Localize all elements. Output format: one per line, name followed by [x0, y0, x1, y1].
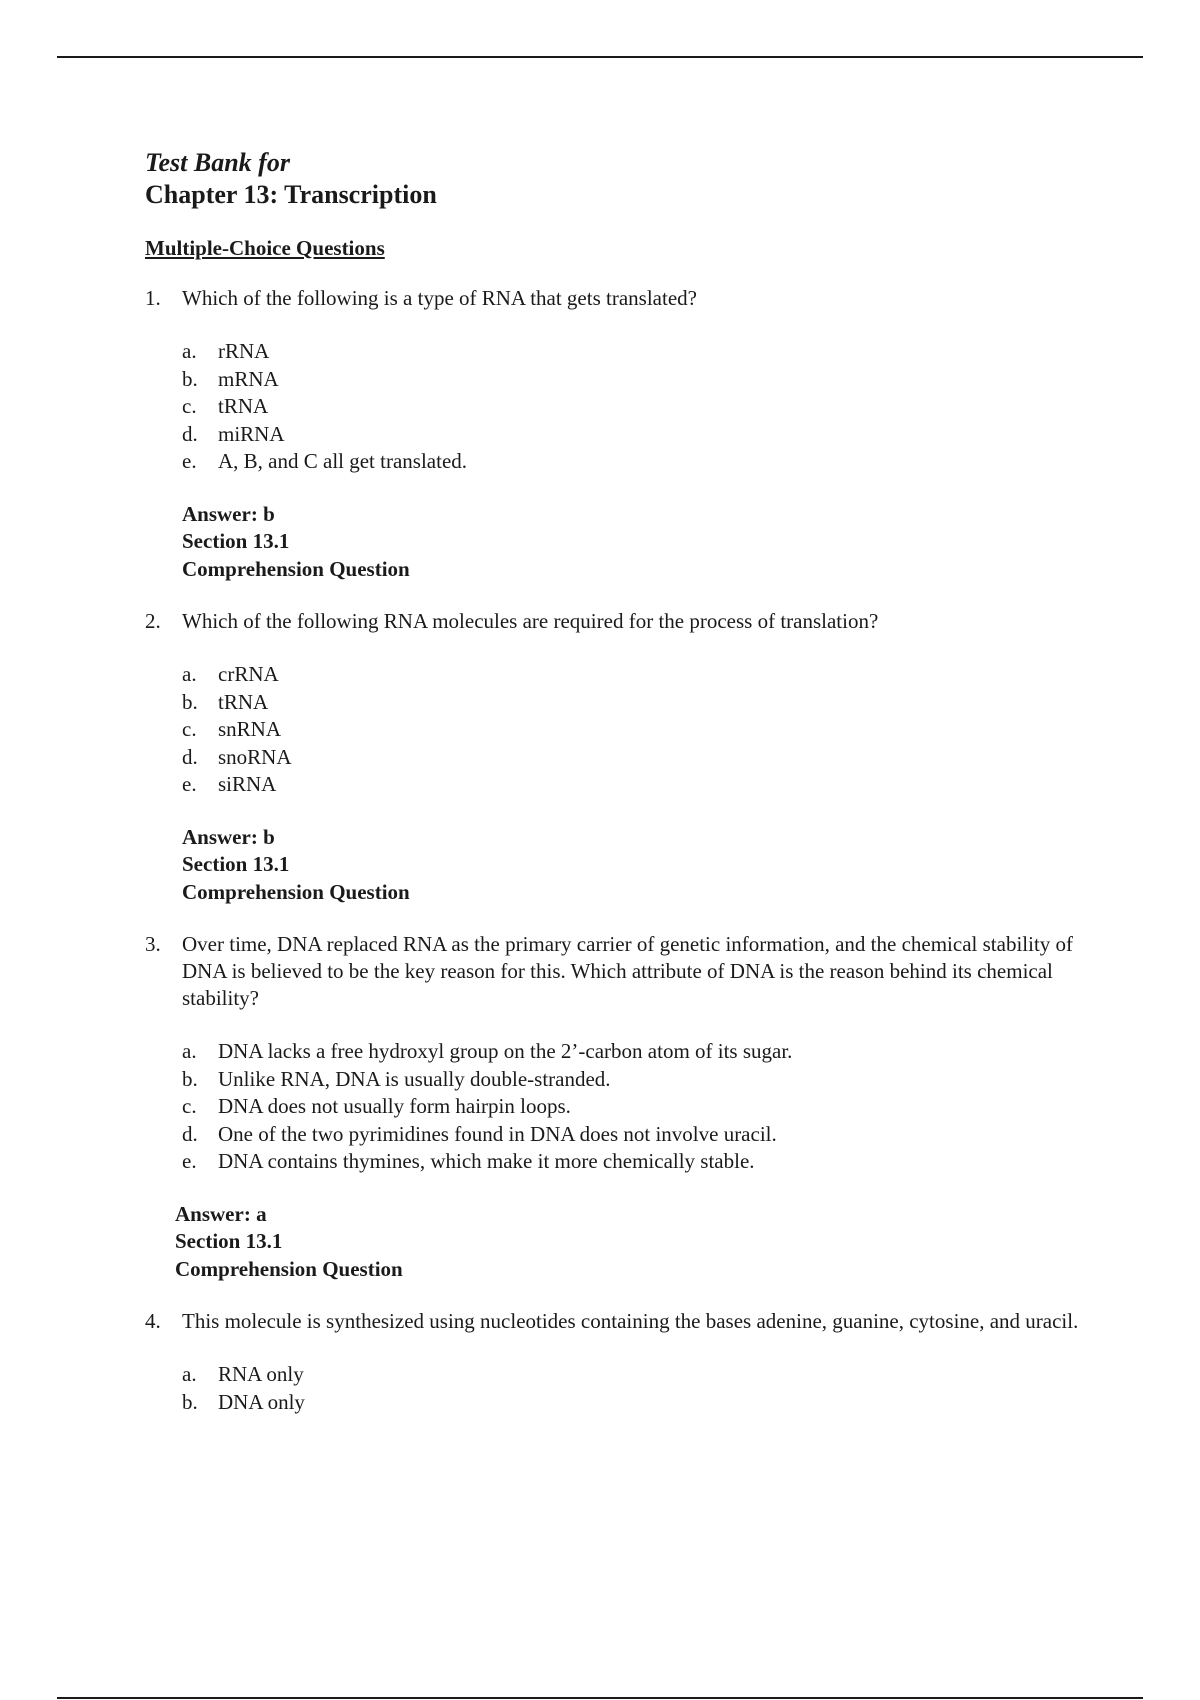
option-b [182, 1066, 1085, 1094]
answer-block [175, 1201, 1085, 1284]
question-stem [145, 1308, 1085, 1335]
option-a [182, 1361, 1085, 1389]
option-letter: a. [182, 339, 197, 363]
option-letter: e. [182, 1149, 197, 1173]
option-text: miRNA [218, 421, 285, 446]
option-d [182, 421, 1085, 449]
option-text: A, B, and C all get translated. [218, 449, 468, 473]
option-text: snoRNA [218, 744, 292, 769]
option-c [182, 393, 1085, 421]
answer-block [182, 824, 1085, 907]
question-number: 1. [145, 286, 161, 310]
question-2 [145, 608, 1085, 906]
question-text: Which of the following is a type of RNA that gets translated? [182, 286, 697, 310]
question-text: Which of the following RNA molecules are required for the process of translation? [182, 609, 879, 633]
option-letter: a. [182, 662, 197, 686]
option-letter: b. [182, 366, 198, 391]
option-letter: a. [182, 1362, 197, 1386]
option-a [182, 338, 1085, 366]
answer-options [182, 1361, 1085, 1416]
option-text: rRNA [218, 339, 270, 363]
question-type: Comprehension Question [182, 879, 410, 904]
option-text: DNA does not usually form hairpin loops. [218, 1094, 571, 1118]
option-d [182, 1121, 1085, 1149]
option-b [182, 689, 1085, 717]
answer-key: Answer: a [175, 1201, 267, 1226]
question-3 [145, 931, 1085, 1283]
option-text: snRNA [218, 717, 282, 741]
question-4 [145, 1308, 1085, 1416]
option-text: DNA lacks a free hydroxyl group on the 2’-carbon atom of its sugar. [218, 1039, 793, 1063]
answer-block [182, 501, 1085, 584]
option-letter: b. [182, 689, 198, 714]
option-text: tRNA [218, 689, 269, 714]
option-c [182, 1093, 1085, 1121]
option-letter: b. [182, 1389, 198, 1414]
option-letter: d. [182, 1121, 198, 1146]
question-type: Comprehension Question [175, 1256, 403, 1281]
question-number: 3. [145, 932, 161, 956]
question-text: This molecule is synthesized using nucleotides containing the bases adenine, guanine, cytosine, and uracil. [182, 1309, 1079, 1333]
option-letter: c. [182, 717, 197, 741]
option-text: crRNA [218, 662, 279, 686]
option-d [182, 744, 1085, 772]
question-number: 2. [145, 609, 161, 633]
option-letter: c. [182, 394, 197, 418]
question-stem [145, 931, 1085, 1012]
document-body [145, 147, 1085, 1416]
section-heading: Multiple-Choice Questions [145, 236, 385, 260]
option-letter: d. [182, 421, 198, 446]
option-text: tRNA [218, 394, 269, 418]
document-title-chapter: Chapter 13: Transcription [145, 180, 437, 209]
section-reference: Section 13.1 [175, 1229, 283, 1253]
question-stem [145, 608, 1085, 635]
document-title-line1: Test Bank for [145, 148, 290, 177]
option-b [182, 1389, 1085, 1417]
section-reference: Section 13.1 [182, 852, 290, 876]
footer-rule [57, 1697, 1143, 1699]
option-letter: c. [182, 1094, 197, 1118]
question-type: Comprehension Question [182, 556, 410, 581]
option-text: Unlike RNA, DNA is usually double-stranded. [218, 1066, 611, 1091]
option-letter: e. [182, 449, 197, 473]
option-text: RNA only [218, 1362, 304, 1386]
header-rule [57, 56, 1143, 58]
option-letter: e. [182, 772, 197, 796]
option-text: DNA only [218, 1389, 305, 1414]
option-a [182, 661, 1085, 689]
answer-key: Answer: b [182, 501, 275, 526]
option-e [182, 1148, 1085, 1176]
option-letter: b. [182, 1066, 198, 1091]
question-text: Over time, DNA replaced RNA as the primary carrier of genetic information, and the chemical stability of DNA is believed to be the key reason for this. Which attribute of DNA is the reason behind its chemical stability? [182, 932, 1074, 1010]
option-c [182, 716, 1085, 744]
answer-options [182, 661, 1085, 799]
question-1 [145, 285, 1085, 583]
option-text: mRNA [218, 366, 279, 391]
option-letter: a. [182, 1039, 197, 1063]
option-text: DNA contains thymines, which make it more chemically stable. [218, 1149, 755, 1173]
answer-options [182, 1038, 1085, 1176]
option-text: siRNA [218, 772, 277, 796]
question-stem [145, 285, 1085, 312]
section-reference: Section 13.1 [182, 529, 290, 553]
option-e [182, 771, 1085, 799]
question-number: 4. [145, 1309, 161, 1333]
answer-options [182, 338, 1085, 476]
option-text: One of the two pyrimidines found in DNA does not involve uracil. [218, 1121, 777, 1146]
answer-key: Answer: b [182, 824, 275, 849]
option-a [182, 1038, 1085, 1066]
option-e [182, 448, 1085, 476]
option-b [182, 366, 1085, 394]
option-letter: d. [182, 744, 198, 769]
